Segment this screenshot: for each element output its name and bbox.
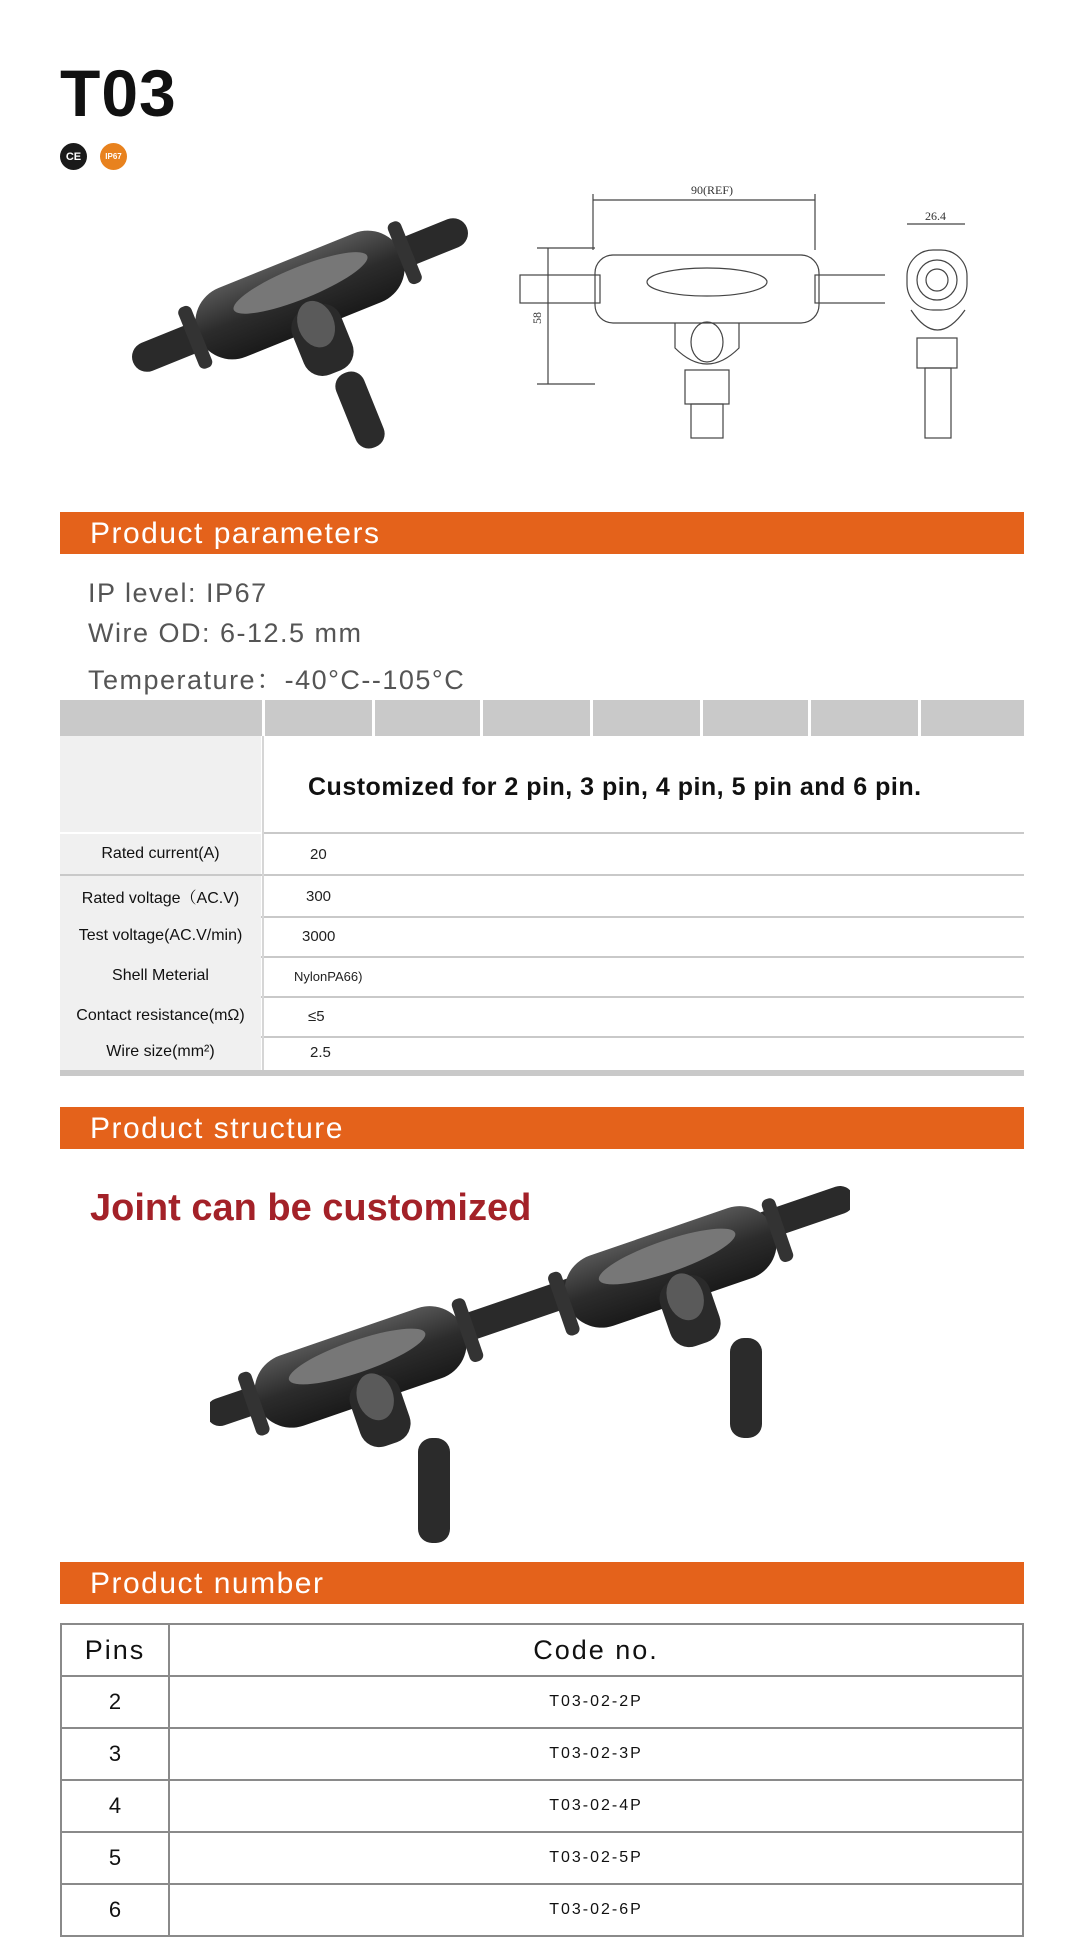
code-cell: T03-02-4P bbox=[169, 1780, 1023, 1832]
pins-header: Pins bbox=[61, 1624, 169, 1676]
side-dimension-label: 26.4 bbox=[925, 210, 946, 223]
table-row bbox=[61, 1780, 1023, 1832]
code-header: Code no. bbox=[169, 1624, 1023, 1676]
spec-row bbox=[60, 916, 1024, 958]
spec-value: 300 bbox=[306, 887, 332, 905]
code-cell: T03-02-6P bbox=[169, 1884, 1023, 1936]
spec-value: 2.5 bbox=[310, 1043, 331, 1061]
spec-label: Test voltage(AC.V/min) bbox=[60, 916, 261, 956]
table-row bbox=[61, 1676, 1023, 1728]
spec-value: 20 bbox=[310, 845, 327, 863]
ip-level-text: IP level: IP67 bbox=[88, 578, 268, 608]
spec-label: Shell Meterial bbox=[60, 956, 261, 996]
height-dimension-label: 58 bbox=[530, 312, 544, 324]
code-cell: T03-02-5P bbox=[169, 1832, 1023, 1884]
spec-value: ≤5 bbox=[308, 1007, 325, 1025]
front-technical-drawing bbox=[515, 180, 885, 440]
code-cell: T03-02-2P bbox=[169, 1676, 1023, 1728]
spec-label: Rated current(A) bbox=[60, 834, 261, 874]
double-t-connector-image bbox=[210, 1180, 850, 1550]
table-row bbox=[61, 1728, 1023, 1780]
spec-value: NylonPA66) bbox=[294, 968, 363, 984]
spec-label: Wire size(mm²) bbox=[60, 1034, 261, 1070]
spec-row bbox=[60, 834, 1024, 876]
spec-row bbox=[60, 876, 1024, 918]
spec-label: Rated voltage（AC.V) bbox=[60, 876, 261, 916]
product-number-table bbox=[60, 1623, 1024, 1937]
pins-cell: 3 bbox=[61, 1728, 169, 1780]
table-header-row bbox=[61, 1624, 1023, 1676]
spec-table-header bbox=[60, 700, 1024, 736]
ip67-cert-icon: IP67 bbox=[100, 143, 127, 170]
section-banner-parameters: Product parameters bbox=[60, 512, 1024, 554]
temperature-text: Temperature：-40°C--105°C bbox=[88, 665, 466, 695]
customized-pins-text: Customized for 2 pin, 3 pin, 4 pin, 5 pin and 6 pin. bbox=[308, 773, 922, 801]
spec-row bbox=[60, 1034, 1024, 1070]
pins-cell: 5 bbox=[61, 1832, 169, 1884]
ce-cert-icon: CE bbox=[60, 143, 87, 170]
t-connector-product-image bbox=[120, 200, 480, 460]
spec-label: Contact resistance(mΩ) bbox=[60, 996, 261, 1036]
code-cell: T03-02-3P bbox=[169, 1728, 1023, 1780]
wire-od-text: Wire OD: 6-12.5 mm bbox=[88, 618, 363, 648]
pins-cell: 4 bbox=[61, 1780, 169, 1832]
spec-value: 3000 bbox=[302, 927, 336, 945]
spec-row bbox=[60, 956, 1024, 998]
width-dimension-label: 90(REF) bbox=[691, 183, 733, 197]
pins-cell: 2 bbox=[61, 1676, 169, 1728]
side-technical-drawing bbox=[895, 210, 995, 450]
table-row bbox=[61, 1832, 1023, 1884]
table-row bbox=[61, 1884, 1023, 1936]
section-banner-structure: Product structure bbox=[60, 1107, 1024, 1149]
spec-row bbox=[60, 996, 1024, 1038]
product-title: T03 bbox=[60, 56, 177, 130]
customized-headline: Joint can be customized bbox=[90, 1187, 532, 1229]
pins-cell: 6 bbox=[61, 1884, 169, 1936]
section-banner-number: Product number bbox=[60, 1562, 1024, 1604]
